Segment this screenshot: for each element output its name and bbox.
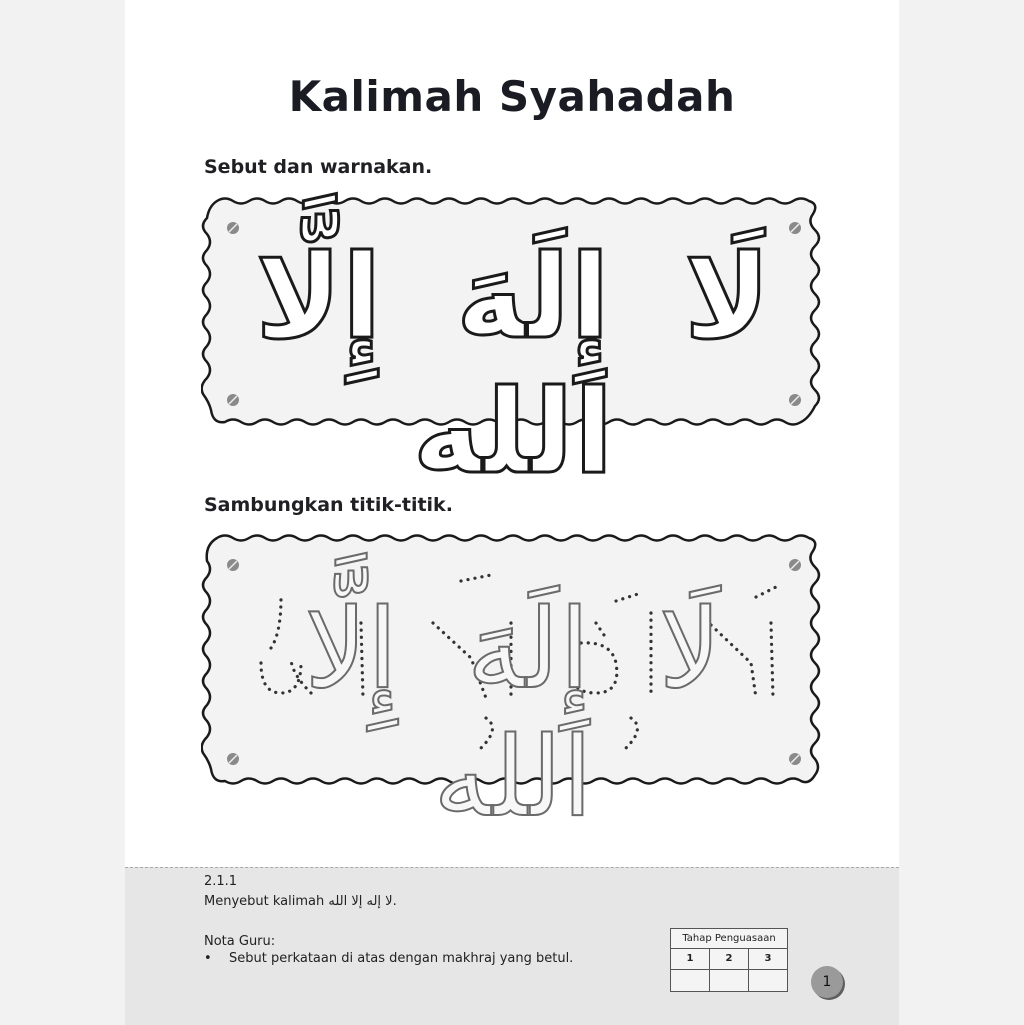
mastery-level-2: 2	[710, 949, 749, 969]
teacher-notes-footer	[125, 867, 899, 1025]
mastery-tick-2[interactable]	[710, 970, 749, 991]
instruction-colour: Sebut dan warnakan.	[204, 156, 433, 178]
learning-objective: Menyebut kalimah لا إله إلا الله.	[204, 894, 397, 909]
mastery-tick-row	[671, 970, 787, 991]
nota-guru-item	[204, 951, 573, 966]
arabic-outline-text: لَا إِلَهَ إِلَّا الله	[255, 230, 771, 500]
nota-guru-heading: Nota Guru:	[204, 934, 276, 949]
mastery-level-3: 3	[764, 953, 772, 964]
arabic-dotted-text: لَا إِلَهَ إِلَّا الله	[304, 585, 722, 841]
mastery-heading: Tahap Penguasaan	[671, 929, 787, 949]
page-number-badge: 1	[811, 966, 843, 998]
mastery-level-table	[670, 928, 788, 992]
mastery-tick-3[interactable]	[749, 970, 787, 991]
dot-tracing-panel	[201, 533, 825, 841]
instruction-connect-dots: Sambungkan titik-titik.	[204, 494, 453, 516]
standard-code: 2.1.1	[204, 874, 238, 889]
mastery-level-1: 1	[671, 949, 710, 969]
mastery-level-row	[671, 949, 787, 970]
mastery-tick-1[interactable]	[671, 970, 710, 991]
nota-guru-text: Sebut perkataan di atas dengan makhraj yang betul.	[229, 951, 574, 966]
colouring-panel	[201, 196, 825, 500]
bullet-icon: •	[204, 951, 212, 966]
page-title: Kalimah Syahadah	[288, 72, 736, 121]
